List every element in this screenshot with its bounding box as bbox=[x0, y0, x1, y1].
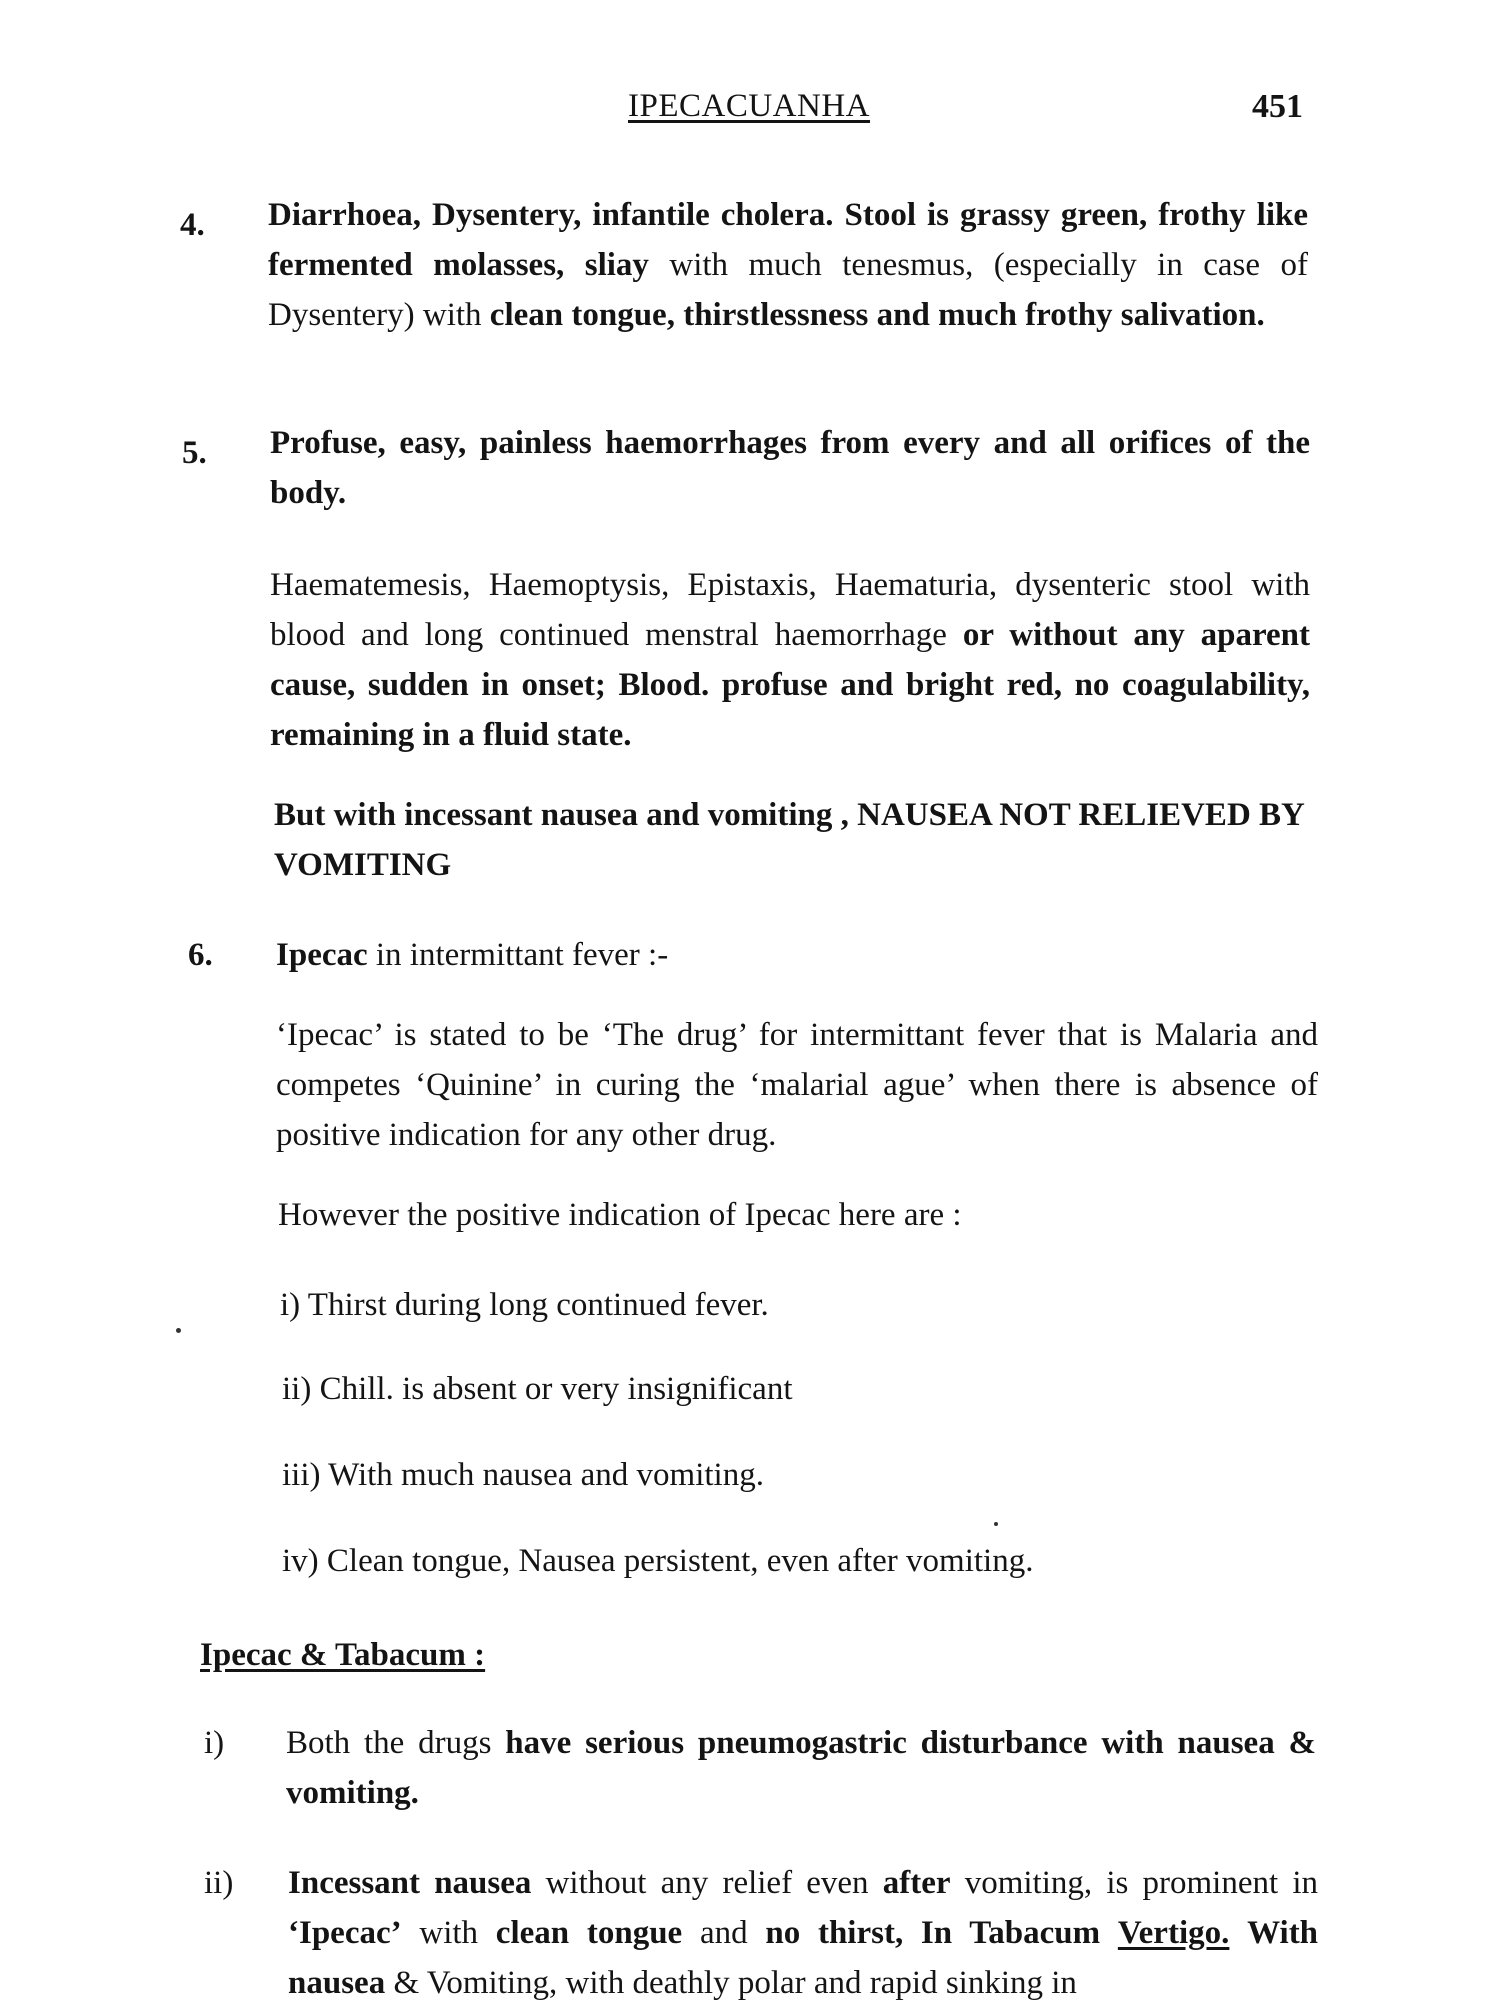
scan-speck bbox=[994, 1522, 998, 1526]
plain-text: without any relief even bbox=[545, 1865, 869, 1901]
bold-text: Stool is grassy green, frothy like fermented molasses, sliay bbox=[268, 197, 1308, 283]
item-number: 6. bbox=[188, 937, 213, 973]
item-text bbox=[288, 1858, 1318, 2008]
item-text bbox=[286, 1718, 1316, 1818]
item-text bbox=[268, 190, 1308, 340]
paragraph bbox=[276, 1010, 1318, 1160]
paragraph bbox=[274, 790, 1314, 890]
bold-text: Profuse, easy, painless haemorrhages from every and all orifices of the body. bbox=[270, 425, 1310, 511]
indication-point: iv) Clean tongue, Nausea persistent, even after vomiting. bbox=[282, 1543, 1034, 1579]
bold-text: or without any aparent cause, sudden in onset; Blood. profuse and bright red, no coagulability, remaining in a fluid state. bbox=[270, 617, 1311, 753]
running-title: IPECACUANHA bbox=[628, 88, 871, 124]
bold-text: have serious pneumogastric disturbance with nausea & vomiting. bbox=[286, 1725, 1316, 1811]
plain-text: However the positive indication of Ipecac here are : bbox=[278, 1197, 962, 1233]
plain-text: Haematemesis, Haemoptysis, Epistaxis, Haematuria, dysenteric stool with blood and long continued menstral haemorrhage bbox=[270, 567, 1310, 653]
page-header bbox=[0, 88, 1500, 138]
bold-text: clean tongue, thirstlessness and much frothy salivation. bbox=[489, 297, 1265, 333]
plain-text: vomiting, is prominent in bbox=[964, 1865, 1319, 1901]
bold-text: clean tongue bbox=[495, 1915, 683, 1951]
bold-text: Incessant nausea bbox=[288, 1865, 532, 1901]
bold-text: no thirst, In Tabacum bbox=[765, 1915, 1101, 1951]
scan-speck bbox=[176, 1328, 181, 1333]
item-text bbox=[270, 418, 1310, 518]
item-text bbox=[276, 930, 1316, 980]
plain-text: & Vomiting, with deathly polar and rapid sinking in bbox=[393, 1965, 1077, 2001]
item-number: 4. bbox=[180, 207, 205, 243]
item-number: 5. bbox=[182, 435, 207, 471]
bold-text: But with incessant nausea and vomiting , NAUSEA NOT RELIEVED BY VOMITING bbox=[274, 797, 1304, 883]
plain-text: and bbox=[699, 1915, 748, 1951]
paragraph bbox=[270, 560, 1310, 760]
page-number: 451 bbox=[1252, 88, 1303, 125]
indication-point: iii) With much nausea and vomiting. bbox=[282, 1457, 764, 1493]
plain-text: with bbox=[419, 1915, 479, 1951]
bold-text: With nausea bbox=[288, 1915, 1319, 2001]
underlined-bold-text: Vertigo. bbox=[1117, 1915, 1230, 1951]
bold-text: Diarrhoea, Dysentery, infantile cholera. bbox=[268, 197, 834, 233]
bold-text: ‘Ipecac’ bbox=[288, 1915, 402, 1951]
item-label: i) bbox=[204, 1725, 225, 1761]
bold-text: Ipecac bbox=[276, 937, 368, 973]
plain-text: Both the drugs bbox=[286, 1725, 492, 1761]
indication-point: i) Thirst during long continued fever. bbox=[280, 1287, 769, 1323]
plain-text: ‘Ipecac’ is stated to be ‘The drug’ for intermittant fever that is Malaria and competes ‘Quinine’ in curing the ‘malarial ague’ when there is absence of positive indication for any other drug. bbox=[276, 1017, 1318, 1153]
plain-text: in intermittant fever :- bbox=[375, 937, 669, 973]
section-heading: Ipecac & Tabacum : bbox=[200, 1637, 486, 1673]
plain-text: with much tenesmus, (especially in case of Dysentery) with bbox=[268, 247, 1308, 333]
bold-text: after bbox=[882, 1865, 951, 1901]
indication-point: ii) Chill. is absent or very insignificant bbox=[282, 1371, 793, 1407]
paragraph bbox=[278, 1190, 1318, 1240]
item-label: ii) bbox=[204, 1865, 234, 1901]
